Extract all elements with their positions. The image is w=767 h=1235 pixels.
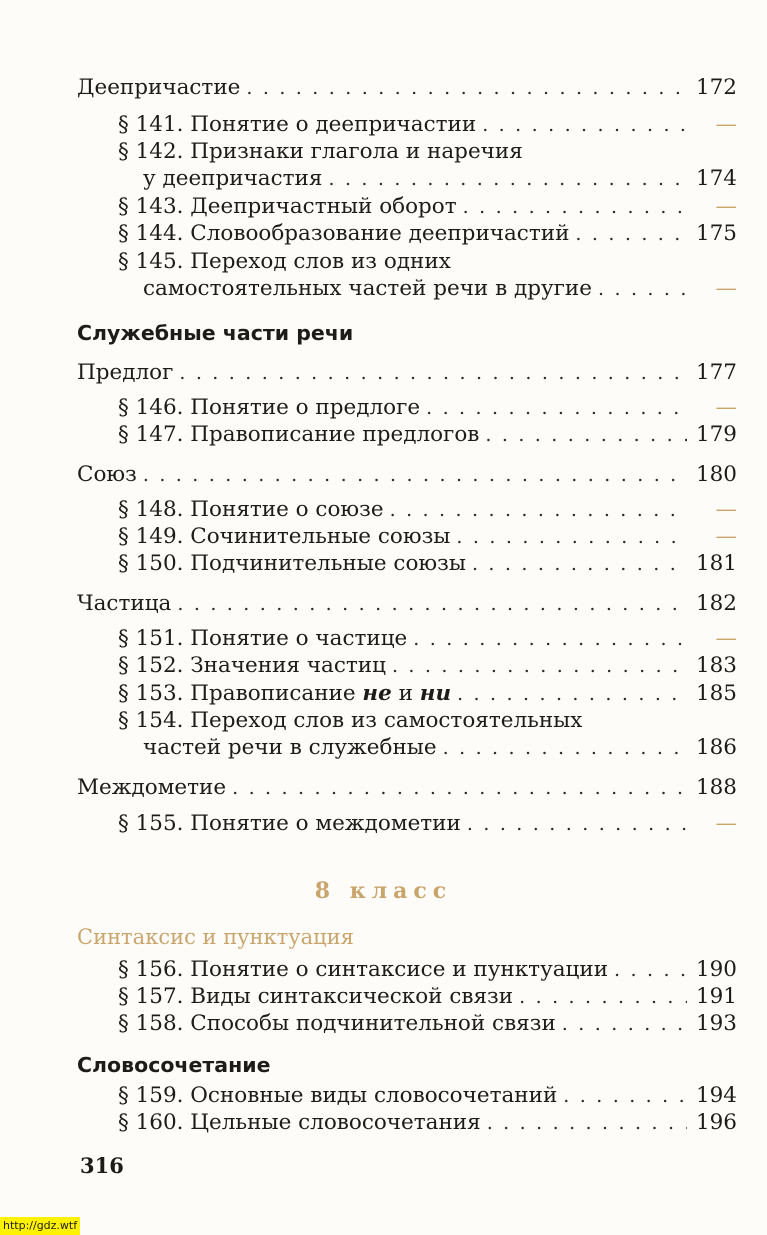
leader-dots — [390, 496, 687, 524]
toc-page-number: 180 — [695, 462, 737, 487]
toc-title-part: и — [391, 681, 420, 706]
toc-title: § 158. Способы подчинительной связи — [118, 1011, 556, 1036]
toc-page-number: 190 — [695, 957, 737, 982]
toc-page-number: 191 — [695, 984, 737, 1009]
toc-chapter-deeprichastie — [0, 74, 767, 102]
leader-dots — [519, 983, 687, 1011]
toc-page-number: 177 — [695, 360, 737, 385]
toc-title: Союз — [77, 462, 137, 487]
toc-title: § 141. Понятие о деепричастии — [118, 112, 477, 137]
toc-title: самостоятельных частей речи в другие — [143, 276, 592, 301]
leader-dots — [614, 956, 687, 984]
leader-dots — [575, 220, 687, 248]
toc-entry — [0, 248, 767, 276]
toc-entry — [0, 956, 767, 984]
toc-title: § 148. Понятие о союзе — [118, 497, 384, 522]
toc-title: § 152. Значения частиц — [118, 653, 386, 678]
leader-dots — [467, 810, 687, 838]
toc-entry — [0, 523, 767, 551]
toc-entry — [0, 193, 767, 221]
toc-page-number: 196 — [695, 1110, 737, 1135]
toc-title-part: § 153. Правописание — [118, 681, 363, 706]
toc-page-number: 186 — [695, 735, 737, 760]
toc-page-number: 179 — [695, 422, 737, 447]
toc-title: § 146. Понятие о предлоге — [118, 395, 421, 420]
toc-title: частей речи в служебные — [143, 735, 437, 760]
toc-title: § 147. Правописание предлогов — [118, 422, 480, 447]
section-heading-syntax: Синтаксис и пунктуация — [77, 925, 354, 949]
toc-title: § 155. Понятие о междометии — [118, 811, 461, 836]
toc-page-number: — — [715, 811, 737, 836]
toc-entry — [0, 1082, 767, 1110]
toc-page-number: — — [715, 626, 737, 651]
toc-page-number: 185 — [695, 681, 737, 706]
toc-page-number: — — [715, 276, 737, 301]
watermark-link[interactable]: http://gdz.wtf — [0, 1217, 80, 1235]
toc-title: § 145. Переход слов из одних — [118, 249, 451, 274]
toc-page-number: 172 — [695, 75, 737, 100]
leader-dots — [426, 394, 687, 422]
toc-entry — [0, 707, 767, 735]
toc-chapter-chastica — [0, 590, 767, 618]
toc-page-number: 174 — [695, 166, 737, 191]
leader-dots — [328, 165, 687, 193]
leader-dots — [598, 275, 687, 303]
toc-entry — [0, 550, 767, 578]
leader-dots — [246, 74, 687, 102]
leader-dots — [143, 461, 687, 489]
toc-entry-continuation — [0, 275, 767, 303]
leader-dots — [563, 1082, 687, 1110]
toc-title: § 159. Основные виды словосочетаний — [118, 1083, 558, 1108]
toc-page-number: 183 — [695, 653, 737, 678]
toc-entry-continuation — [0, 734, 767, 762]
leader-dots — [392, 652, 687, 680]
toc-title: Предлог — [77, 360, 174, 385]
toc-page-number: 193 — [695, 1011, 737, 1036]
toc-page-number: 194 — [695, 1083, 737, 1108]
grade-heading: 8 класс — [314, 878, 453, 904]
toc-chapter-predlog — [0, 359, 767, 387]
toc-entry — [0, 810, 767, 838]
toc-entry — [0, 496, 767, 524]
toc-title: § 143. Деепричастный оборот — [118, 194, 457, 219]
leader-dots — [463, 193, 687, 221]
toc-entry — [0, 220, 767, 248]
toc-title: § 160. Цельные словосочетания — [118, 1110, 481, 1135]
toc-chapter-soyuz — [0, 461, 767, 489]
leader-dots — [443, 734, 687, 762]
section-heading-service-parts: Служебные части речи — [77, 321, 354, 345]
toc-title: Частица — [77, 591, 172, 616]
toc-page-number: 181 — [695, 551, 737, 576]
toc-entry — [0, 625, 767, 653]
toc-entry — [0, 983, 767, 1011]
toc-entry — [0, 394, 767, 422]
toc-title: § 157. Виды синтаксической связи — [118, 984, 514, 1009]
toc-title: Междометие — [77, 775, 227, 800]
leader-dots — [482, 111, 687, 139]
toc-title: § 142. Признаки глагола и наречия — [118, 139, 523, 164]
toc-entry — [0, 680, 767, 708]
leader-dots — [456, 523, 687, 551]
toc-title: § 149. Сочинительные союзы — [118, 524, 451, 549]
emphasis-ni: ни — [419, 681, 452, 706]
toc-title: § 150. Подчинительные союзы — [118, 551, 466, 576]
leader-dots — [232, 774, 687, 802]
leader-dots — [487, 1109, 687, 1137]
page-number: 316 — [80, 1153, 124, 1178]
toc-entry-continuation — [0, 165, 767, 193]
toc-title — [118, 680, 451, 708]
toc-title: Деепричастие — [77, 75, 241, 100]
toc-chapter-mezhdometie — [0, 774, 767, 802]
toc-entry — [0, 111, 767, 139]
toc-page-number: 188 — [695, 775, 737, 800]
leader-dots — [413, 625, 687, 653]
toc-title: § 156. Понятие о синтаксисе и пунктуации — [118, 957, 609, 982]
emphasis-ne: не — [362, 681, 392, 706]
leader-dots — [457, 680, 687, 708]
toc-title: § 144. Словообразование деепричастий — [118, 221, 570, 246]
toc-entry — [0, 421, 767, 449]
toc-page-number: — — [715, 194, 737, 219]
toc-entry — [0, 1109, 767, 1137]
toc-title: § 154. Переход слов из самостоятельных — [118, 708, 583, 733]
leader-dots — [179, 359, 687, 387]
toc-page-number: — — [715, 112, 737, 137]
section-heading-slovosochetanie: Словосочетание — [77, 1053, 271, 1077]
toc-entry — [0, 652, 767, 680]
toc-page-number: 175 — [695, 221, 737, 246]
leader-dots — [472, 550, 687, 578]
toc-page-number: — — [715, 497, 737, 522]
leader-dots — [562, 1010, 687, 1038]
toc-page-number: — — [715, 524, 737, 549]
toc-entry — [0, 1010, 767, 1038]
toc-title: у деепричастия — [143, 166, 323, 191]
toc-page-number: 182 — [695, 591, 737, 616]
toc-page-number: — — [715, 395, 737, 420]
leader-dots — [177, 590, 687, 618]
toc-title: § 151. Понятие о частице — [118, 626, 408, 651]
leader-dots — [485, 421, 687, 449]
toc-entry — [0, 138, 767, 166]
